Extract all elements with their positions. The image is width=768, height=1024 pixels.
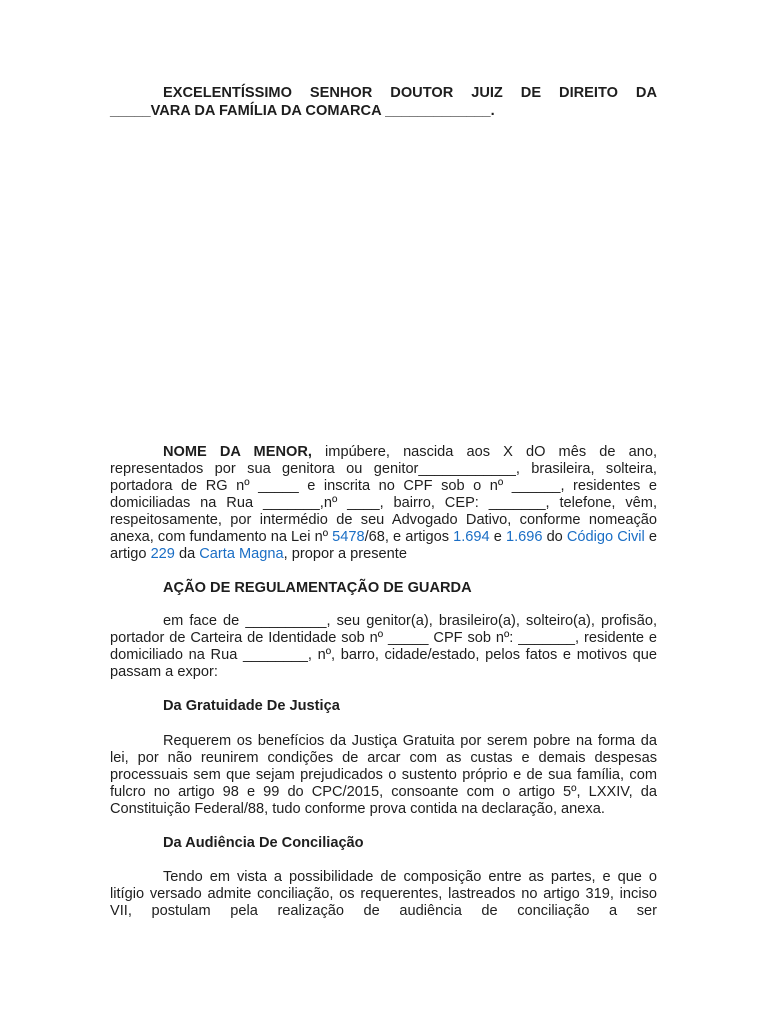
link-lei-5478[interactable]: 5478: [332, 529, 365, 545]
against-paragraph: em face de __________, seu genitor(a), brasileiro(a), solteiro(a), profisão, portador de Carteira de Identidade sob nº _____ CPF sob nº: _______, residente e domiciliado na Rua ________, nº, barro, cidade/estado, pelos fatos e motivos que passam a expor:: [110, 613, 657, 680]
action-title: AÇÃO DE REGULAMENTAÇÃO DE GUARDA: [163, 580, 472, 596]
section-text-gratuidade: Requerem os benefícios da Justiça Gratuita por serem pobre na forma da lei, por não reunirem condições de arcar com as custas e demais despesas processuais sem que sejam prejudicados o sustento próprio e de sua família, com fulcro no artigo 98 e 99 do CPC/2015, consoante com o artigo 5º, LXXIV, da Constituição Federal/88, tudo conforme prova contida na declaração, anexa.: [110, 733, 657, 817]
link-artigo-1694[interactable]: 1.694: [453, 529, 490, 545]
section-title-gratuidade: Da Gratuidade De Justiça: [163, 698, 340, 714]
petition-heading: [110, 85, 657, 120]
section-text-audiencia: Tendo em vista a possibilidade de composição entre as partes, e que o litígio versado admite conciliação, os requerentes, lastreados no artigo 319, inciso VII, postulam pela realização de audiência de conciliação a ser: [110, 869, 657, 919]
heading-line-1: EXCELENTÍSSIMO SENHOR DOUTOR JUIZ DE DIREITO DA: [163, 85, 657, 101]
link-codigo-civil[interactable]: Código Civil: [566, 529, 645, 545]
link-artigo-229[interactable]: 229: [150, 546, 175, 562]
link-artigo-1696[interactable]: 1.696: [505, 529, 543, 545]
intro-text-f: da: [174, 546, 200, 562]
intro-text-c: e: [489, 529, 506, 545]
intro-text-d: do: [542, 529, 567, 545]
intro-text-a: impúbere, nascida aos X dO mês de ano, representados por sua genitora ou genitor____________, brasileira, solteira, portadora de RG nº _____ e inscrita no CPF sob o nº ______, residentes e domiciliadas na Rua _______,nº ____, bairro, CEP: _______, telefone, vêm, respeitosamente, por intermédio de seu Advogado Dativo, conforme nomeação anexa, com fundamento na Lei nº: [110, 444, 657, 545]
heading-line-2: _____VARA DA FAMÍLIA DA COMARCA _____________.: [110, 102, 495, 119]
link-carta-magna[interactable]: Carta Magna: [199, 546, 284, 562]
minor-name: NOME DA MENOR,: [163, 444, 312, 460]
intro-text-b: /68, e artigos: [364, 529, 454, 545]
intro-text-g: , propor a presente: [283, 546, 407, 562]
intro-text-e: e artigo: [110, 529, 657, 562]
intro-paragraph: [110, 444, 657, 563]
section-title-audiencia: Da Audiência De Conciliação: [163, 835, 364, 851]
